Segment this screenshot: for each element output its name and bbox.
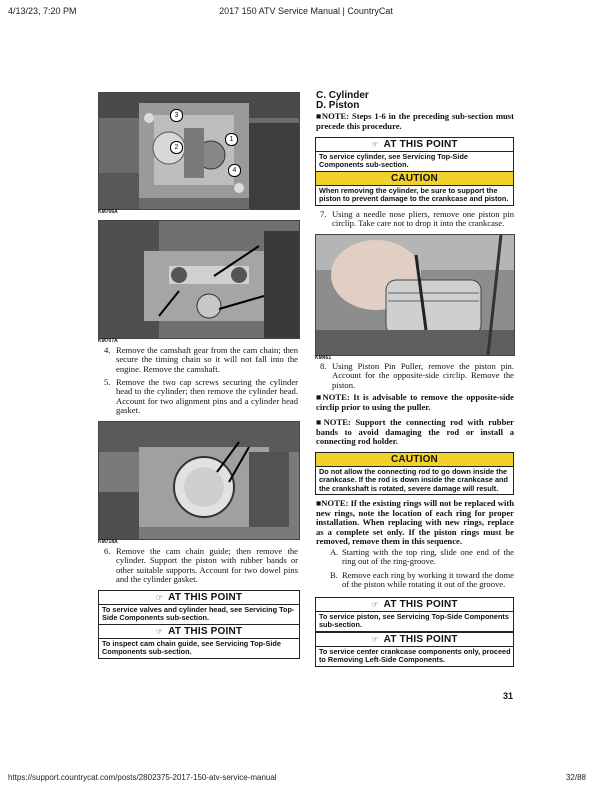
cylinder-head-photo bbox=[98, 92, 300, 210]
pointing-hand-icon: ☞ bbox=[371, 140, 379, 149]
piston-circlip-photo bbox=[315, 234, 515, 356]
print-page-count: 32/88 bbox=[565, 773, 586, 782]
box-title: AT THIS POINT bbox=[383, 139, 458, 150]
box-body: To service valves and cylinder head, see Servicing Top-Side Components sub-section. bbox=[102, 605, 295, 623]
figure-caption: KM718A bbox=[98, 539, 118, 545]
note: ■NOTE: If the existing rings will not be replaced with new rings, note the location of each ring for proper installation. When replacing with new rings, replace as a complete set only. If the piston rings must be removed, remove them in this sequence. bbox=[316, 498, 514, 547]
at-this-point-box bbox=[315, 137, 514, 172]
step-5 bbox=[104, 378, 298, 416]
note: ■NOTE: Support the connecting rod with rubber bands to avoid damaging the rod or install a connecting rod holder. bbox=[316, 417, 514, 447]
substep-a bbox=[330, 548, 514, 567]
note: ■NOTE: It is advisable to remove the opposite-side circlip prior to using the puller. bbox=[316, 392, 514, 412]
caution-body: When removing the cylinder, be sure to support the piston to prevent damage to the crankcase and piston. bbox=[319, 186, 509, 204]
page-number: 31 bbox=[503, 691, 514, 701]
callout-2: 2 bbox=[170, 141, 183, 154]
step-text: Using a needle nose pliers, remove one piston pin circlip. Take care not to drop it into the crankcase. bbox=[332, 209, 514, 229]
box-body: To service piston, see Servicing Top-Side Components sub-section. bbox=[319, 612, 509, 630]
callout-3: 3 bbox=[170, 109, 183, 122]
step-text: Remove each ring by working it toward the dome of the piston while rotating it out of the groove. bbox=[342, 570, 514, 590]
at-this-point-box bbox=[315, 632, 514, 667]
step-text: Remove the cam chain guide; then remove the cylinder. Support the piston with rubber bands or other suitable supports. Account for two dowel pins and the cylinder gasket. bbox=[116, 546, 298, 585]
callout-1: 1 bbox=[225, 133, 238, 146]
caution-box bbox=[315, 452, 514, 495]
box-title: AT THIS POINT bbox=[383, 634, 458, 645]
box-title: AT THIS POINT bbox=[168, 626, 243, 637]
step-number: 8. bbox=[320, 361, 327, 371]
box-body: To inspect cam chain guide, see Servicing Top-Side Components sub-section. bbox=[102, 639, 281, 657]
step-number: 6. bbox=[104, 546, 111, 556]
figure-caption: KM451 bbox=[315, 355, 332, 361]
box-title: AT THIS POINT bbox=[383, 599, 458, 610]
callout-4: 4 bbox=[228, 164, 241, 177]
note: ■NOTE: Steps 1-6 in the preceding sub-section must precede this procedure. bbox=[316, 111, 514, 131]
step-number: A. bbox=[330, 547, 339, 557]
step-text: Remove the two cap screws securing the cylinder head to the cylinder; then remove the cylinder head. Account for two alignment pins and a cylinder head gasket. bbox=[116, 377, 298, 416]
figure-caption: KM707A bbox=[98, 338, 118, 344]
at-this-point-box bbox=[315, 597, 514, 632]
caution-title: CAUTION bbox=[316, 172, 513, 186]
step-number: 7. bbox=[320, 209, 327, 219]
step-text: Using Piston Pin Puller, remove the piston pin. Account for the opposite-side circlip. Remove the piston. bbox=[332, 361, 514, 390]
pointing-hand-icon: ☞ bbox=[371, 635, 379, 644]
caution-body: Do not allow the connecting rod to go down inside the crankcase. If the rod is down inside the crankcase and the crankshaft is rotated, severe damage will result. bbox=[319, 467, 508, 493]
step-7 bbox=[320, 210, 514, 229]
caution-box bbox=[315, 171, 514, 206]
at-this-point-box bbox=[98, 624, 300, 659]
pointing-hand-icon: ☞ bbox=[155, 627, 164, 636]
box-title: AT THIS POINT bbox=[168, 592, 243, 603]
figure-caption: KM706A bbox=[98, 209, 118, 215]
pointing-hand-icon: ☞ bbox=[371, 600, 379, 609]
print-url: https://support.countrycat.com/posts/2802375-2017-150-atv-service-manual bbox=[8, 773, 277, 782]
caution-title: CAUTION bbox=[316, 453, 513, 467]
camshaft-photo bbox=[98, 220, 300, 339]
box-body: To service center crankcase components only, proceed to Removing Left-Side Components. bbox=[319, 647, 511, 665]
section-heading-piston: D. Piston bbox=[316, 100, 360, 111]
print-page-title: 2017 150 ATV Service Manual | CountryCat bbox=[219, 6, 393, 16]
at-this-point-box bbox=[98, 590, 300, 625]
step-number: 4. bbox=[104, 345, 111, 355]
step-6 bbox=[104, 547, 298, 585]
substep-b bbox=[330, 571, 514, 590]
step-text: Starting with the top ring, slide one end of the ring out of the ring-groove. bbox=[342, 547, 514, 567]
print-datetime: 4/13/23, 7:20 PM bbox=[8, 6, 77, 16]
step-8 bbox=[320, 362, 514, 390]
box-body: To service cylinder, see Servicing Top-Side Components sub-section. bbox=[319, 152, 468, 170]
pointing-hand-icon: ☞ bbox=[155, 593, 164, 602]
section-heading-cylinder: C. Cylinder bbox=[316, 90, 369, 101]
step-number: 5. bbox=[104, 377, 111, 387]
cylinder-photo bbox=[98, 421, 300, 540]
step-number: B. bbox=[330, 570, 338, 580]
step-text: Remove the camshaft gear from the cam chain; then secure the timing chain so it will not fall into the engine. Remove the camshaft. bbox=[116, 345, 298, 374]
step-4 bbox=[104, 346, 298, 374]
